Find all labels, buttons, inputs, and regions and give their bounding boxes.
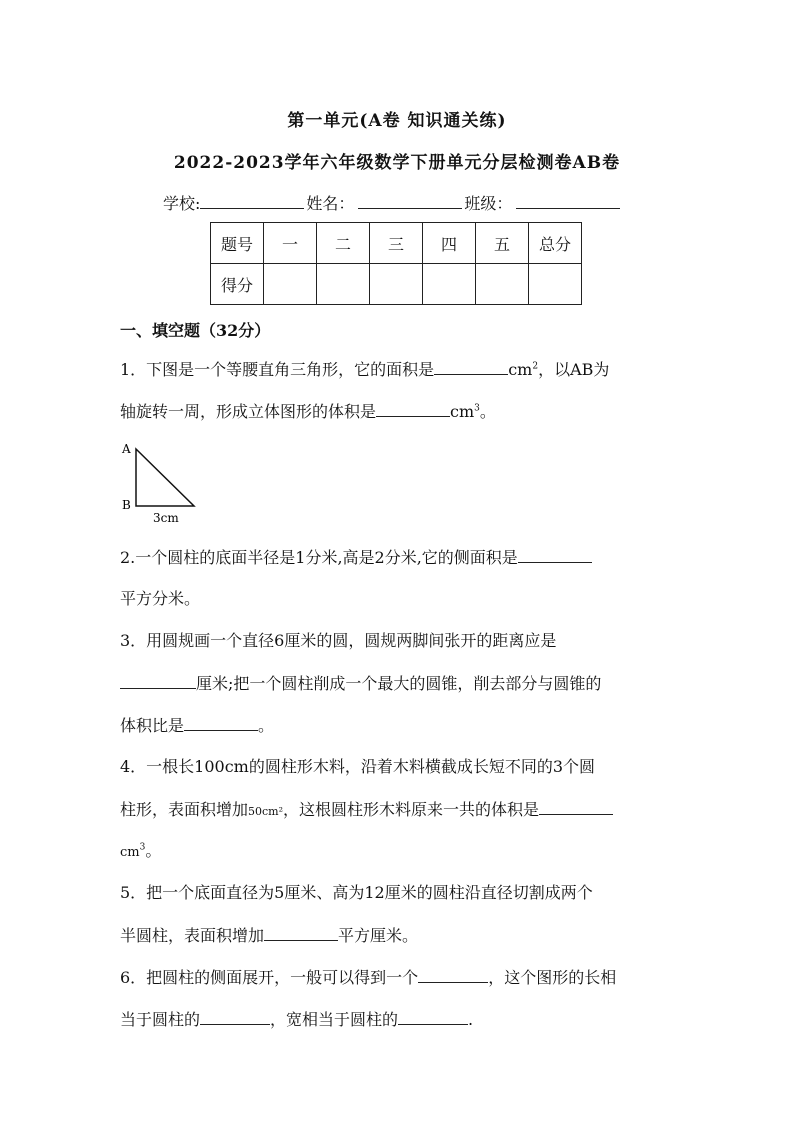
question-text: 1．下图是一个等腰直角三角形，它的面积是 — [120, 360, 435, 379]
page-subtitle: 2022-2023学年六年级数学下册单元分层检测卷AB卷 — [173, 153, 621, 173]
score-cell[interactable] — [264, 264, 317, 305]
question-text: 。 — [258, 716, 275, 735]
answer-blank[interactable] — [120, 675, 196, 689]
score-cell[interactable] — [529, 264, 582, 305]
question-4-line-1 — [120, 759, 680, 775]
name-label: 姓名： — [306, 194, 355, 213]
question-text: ，以AB为 — [538, 360, 610, 379]
table-cell: 三 — [370, 223, 423, 264]
score-cell[interactable] — [476, 264, 529, 305]
score-cell[interactable] — [423, 264, 476, 305]
table-cell: 一 — [264, 223, 317, 264]
page-title: 第一单元(A卷 知识通关练) — [287, 111, 507, 131]
superscript: 3 — [139, 842, 146, 853]
question-3-line-1 — [120, 633, 680, 649]
question-text: 平方分米。 — [120, 589, 201, 608]
question-text: 厘米;把一个圆柱削成一个最大的圆锥，削去部分与圆锥的 — [196, 674, 602, 693]
table-cell: 五 — [476, 223, 529, 264]
unit-text: cm — [120, 845, 140, 860]
question-text: 5．把一个底面直径为5厘米、高为12厘米的圆柱沿直径切割成两个 — [120, 883, 593, 902]
question-5-line-2 — [120, 927, 680, 944]
section-heading: 一、填空题（32分） — [120, 321, 271, 340]
class-label: 班级： — [464, 194, 513, 213]
answer-blank[interactable] — [398, 1011, 468, 1025]
question-text: 3．用圆规画一个直径6厘米的圆，圆规两脚间张开的距离应是 — [120, 631, 557, 650]
question-text: 4．一根长100cm的圆柱形木料，沿着木料横截成长短不同的3个圆 — [120, 757, 596, 776]
question-text: . — [468, 1010, 474, 1029]
table-cell: 二 — [317, 223, 370, 264]
question-6-line-2 — [120, 1011, 680, 1028]
answer-blank[interactable] — [200, 1011, 270, 1025]
question-text: 半圆柱，表面积增加 — [120, 926, 265, 945]
unit-text: cm — [450, 402, 475, 421]
question-text: 。 — [479, 402, 496, 421]
answer-blank[interactable] — [376, 403, 450, 417]
score-cell[interactable] — [317, 264, 370, 305]
question-text: 2.一个圆柱的底面半径是1分米,高是2分米,它的侧面积是 — [120, 548, 518, 567]
question-6-line-1 — [120, 969, 680, 986]
question-1-line-1 — [120, 361, 680, 378]
triangle-figure — [118, 438, 218, 528]
table-row — [211, 223, 582, 264]
right-triangle-shape — [136, 449, 194, 506]
question-1-line-2 — [120, 403, 680, 420]
question-text: ，宽相当于圆柱的 — [270, 1010, 399, 1029]
answer-blank[interactable] — [184, 717, 258, 731]
class-field[interactable] — [516, 194, 620, 209]
question-text: 轴旋转一周，形成立体图形的体积是 — [120, 402, 377, 421]
score-table — [210, 222, 582, 305]
table-cell: 得分 — [211, 264, 264, 305]
question-4-line-2 — [120, 801, 680, 818]
name-field[interactable] — [358, 194, 462, 209]
answer-blank[interactable] — [434, 361, 508, 375]
vertex-label-b: B — [122, 498, 131, 512]
answer-blank[interactable] — [539, 801, 613, 815]
unit-text: cm — [508, 360, 533, 379]
school-field[interactable] — [200, 194, 304, 209]
question-2-line-2 — [120, 591, 680, 607]
question-3-line-3 — [120, 717, 680, 734]
question-2-line-1 — [120, 549, 680, 566]
school-label: 学校: — [163, 194, 201, 213]
answer-blank[interactable] — [418, 969, 488, 983]
question-3-line-2 — [120, 675, 680, 692]
question-text: 。 — [145, 841, 162, 860]
superscript: 3 — [474, 403, 480, 414]
question-text: ，这个图形的长相 — [488, 968, 617, 987]
question-5-line-1 — [120, 885, 680, 901]
question-text: 平方厘米。 — [338, 926, 419, 945]
vertex-label-a: A — [122, 442, 131, 456]
unit-text: 50cm² — [248, 805, 284, 818]
table-cell: 总分 — [529, 223, 582, 264]
answer-blank[interactable] — [518, 549, 592, 563]
score-cell[interactable] — [370, 264, 423, 305]
table-cell: 四 — [423, 223, 476, 264]
question-text: 柱形，表面积增加 — [120, 800, 249, 819]
superscript: 2 — [532, 361, 539, 372]
student-info-line — [163, 191, 620, 214]
question-text: 当于圆柱的 — [120, 1010, 201, 1029]
question-text: 6．把圆柱的侧面展开，一般可以得到一个 — [120, 968, 419, 987]
length-label: 3cm — [153, 511, 179, 525]
table-cell: 题号 — [211, 223, 264, 264]
answer-blank[interactable] — [264, 927, 338, 941]
table-row — [211, 264, 582, 305]
question-4-line-3 — [120, 843, 680, 859]
question-text: 体积比是 — [120, 716, 185, 735]
question-text: ，这根圆柱形木料原来一共的体积是 — [283, 800, 540, 819]
